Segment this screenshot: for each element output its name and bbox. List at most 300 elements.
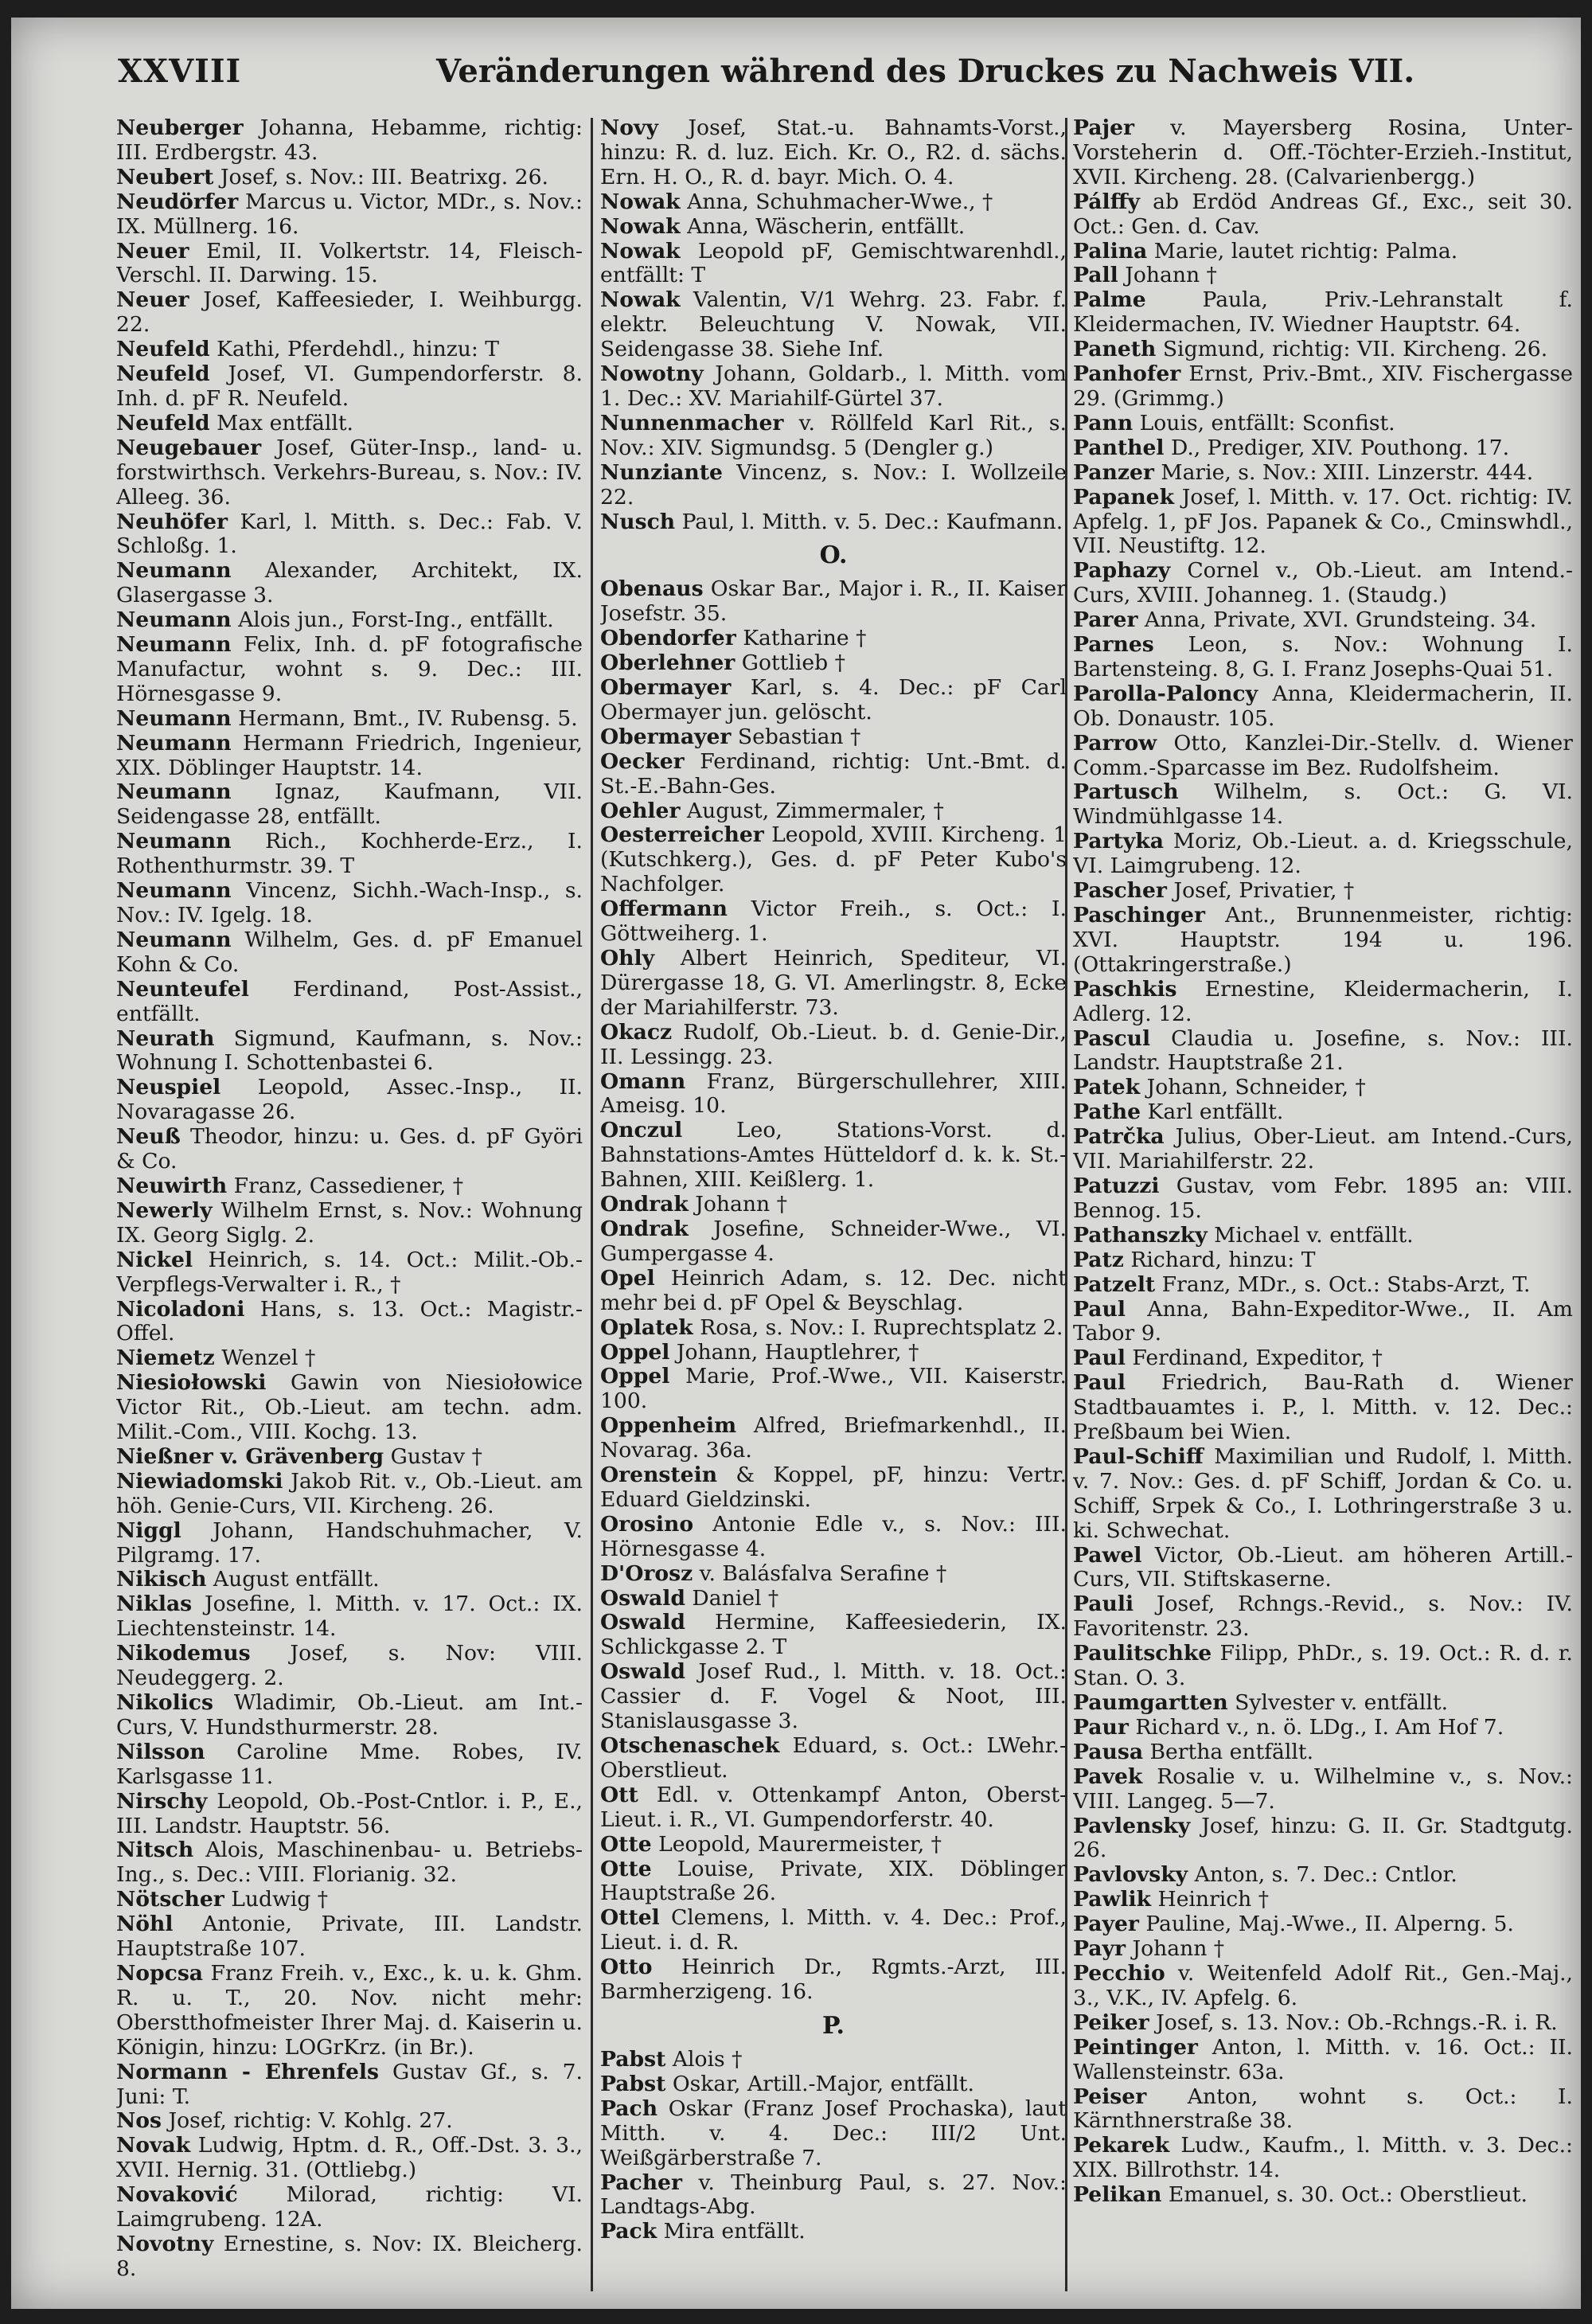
entry-name: Novaković — [116, 2182, 238, 2208]
directory-entry — [600, 1955, 1067, 2005]
directory-entry — [116, 2109, 583, 2134]
entry-name: Nickel — [116, 1247, 193, 1272]
directory-entry — [116, 1740, 583, 1790]
entry-name: Neuer — [116, 287, 189, 313]
entry-text: Anna, Bahn-Expeditor-Wwe., II. Am Tabor 9. — [1073, 1296, 1573, 1346]
directory-entry — [1073, 1814, 1573, 1864]
directory-entry — [600, 1021, 1067, 1070]
directory-entry — [600, 362, 1067, 412]
entry-name: D'Orosz — [600, 1560, 693, 1586]
directory-entry — [1073, 2011, 1573, 2036]
entry-name: Patuzzi — [1073, 1173, 1160, 1198]
directory-entry — [116, 1642, 583, 1691]
directory-entry — [1073, 1224, 1573, 1248]
entry-name: Niewiadomski — [116, 1468, 283, 1494]
entry-name: Nopcsa — [116, 1960, 204, 1986]
directory-entry — [1073, 1740, 1573, 1765]
entry-text: Gustav Gf., s. 7. Juni: T. — [116, 2059, 583, 2109]
directory-entry — [1073, 2085, 1573, 2135]
entry-text: Rich., Kochherde-Erz., I. Rothenthurmstr. 39. T — [116, 829, 583, 879]
entry-name: Oswald — [600, 1610, 685, 1635]
directory-entry — [600, 1611, 1067, 1660]
entry-text: Ignaz, Kaufmann, VII. Seidengasse 28, entfällt. — [116, 779, 583, 830]
entry-name: Paulitschke — [1073, 1641, 1212, 1666]
directory-entry — [1073, 559, 1573, 608]
entry-name: Panzer — [1073, 459, 1154, 485]
entry-text: Leopold, Assec.-Insp., II. Novaragasse 26. — [116, 1075, 583, 1125]
entry-name: Nowak — [600, 213, 681, 239]
directory-entry — [1073, 1125, 1573, 1174]
entry-name: Normann - Ehrenfels — [116, 2059, 379, 2084]
directory-entry — [600, 1070, 1067, 1119]
entry-name: Nowak — [600, 189, 681, 214]
entry-name: Newerly — [116, 1197, 213, 1223]
entry-name: Nowak — [600, 287, 681, 313]
running-title: Veränderungen während des Druckes zu Nachweis VII. — [436, 53, 1415, 90]
directory-entry — [600, 1783, 1067, 1833]
entry-text: Alois † — [665, 2046, 743, 2072]
directory-entry — [600, 2220, 1067, 2244]
directory-entry — [1073, 1888, 1573, 1912]
directory-entry — [1073, 1863, 1573, 1888]
entry-text: Louis, entfällt: Sconfist. — [1133, 410, 1395, 436]
entry-text: Johann, Goldarb., l. Mitth. vom 1. Dec.: XV. Mariahilf-Gürtel 37. — [600, 361, 1067, 411]
entry-text: Anna, Wäscherin, entfällt. — [680, 213, 966, 239]
entry-name: Nöhl — [116, 1912, 174, 1937]
entry-text: Ludwig † — [224, 1887, 329, 1912]
entry-text: Marie, s. Nov.: XIII. Linzerstr. 444. — [1153, 459, 1534, 485]
entry-name: Ondrak — [600, 1192, 689, 1217]
entry-name: Pacher — [600, 2170, 682, 2195]
entry-text: Hans, s. 13. Oct.: Magistr.-Offel. — [116, 1296, 583, 1346]
entry-name: Nos — [116, 2108, 162, 2134]
entry-name: Pauli — [1073, 1592, 1134, 1617]
directory-entry — [116, 338, 583, 362]
directory-entry — [600, 240, 1067, 289]
directory-entry — [116, 116, 583, 166]
entry-text: Oskar Bar., Major i. R., II. Kaiser Josefstr. 35. — [600, 576, 1067, 627]
entry-text: Josef, l. Mitth. v. 17. Oct. richtig: IV. Apfelg. 1, pF Jos. Papanek & Co., Cminswhdl., VII. Neustiftg. 12. — [1073, 484, 1573, 559]
entry-name: Oswald — [600, 1585, 685, 1611]
entry-name: Novy — [600, 116, 658, 140]
entry-name: Oplatek — [600, 1314, 693, 1340]
directory-entry — [600, 2171, 1067, 2220]
entry-text: Hermine, Kaffeesiederin, IX. Schlickgasse 2. T — [600, 1610, 1067, 1660]
directory-entry — [1073, 1691, 1573, 1716]
directory-entry — [1073, 978, 1573, 1027]
entry-name: Nilsson — [116, 1739, 205, 1764]
directory-entry — [1073, 116, 1573, 190]
entry-name: Pathanszky — [1073, 1222, 1208, 1248]
entry-text: Alexander, Architekt, IX. Glasergasse 3. — [116, 558, 583, 608]
directory-entry — [116, 166, 583, 190]
entry-text: Franz Freih. v., Exc., k. u. k. Ghm. R. u. T., 20. Nov. nicht mehr: Oberstthofmeister Ihrer Maj. d. Kaiserin u. Königin, hinzu: LOGrKrz. (in Br.). — [116, 1960, 583, 2060]
directory-entry — [116, 240, 583, 289]
entry-name: Oehler — [600, 798, 681, 823]
entry-text: Sigmund, Kaufmann, s. Nov.: Wohnung I. Schottenbastei 6. — [116, 1025, 583, 1076]
entry-name: Neumann — [116, 558, 232, 584]
entry-text: Johanna, Hebamme, richtig: III. Erdbergstr. 43. — [116, 116, 583, 165]
entry-name: Otschenaschek — [600, 1733, 780, 1758]
entry-text: August entfällt. — [206, 1567, 380, 1592]
entry-name: Neumann — [116, 607, 232, 633]
entry-name: Neuberger — [116, 116, 244, 140]
directory-entry — [116, 707, 583, 732]
entry-name: Neuwirth — [116, 1173, 228, 1198]
entry-name: Neunteufel — [116, 976, 249, 1002]
directory-entry — [1073, 830, 1573, 879]
entry-name: Pelikan — [1073, 2182, 1162, 2208]
directory-entry — [116, 879, 583, 928]
directory-entry — [1073, 608, 1573, 633]
entry-text: Otto, Kanzlei-Dir.-Stellv. d. Wiener Comm.-Sparcasse im Bez. Rudolfsheim. — [1073, 730, 1573, 780]
entry-text: Katharine † — [736, 626, 867, 651]
entry-name: Nikisch — [116, 1567, 207, 1592]
directory-entry — [116, 288, 583, 338]
directory-entry — [116, 2134, 583, 2183]
entry-name: Pack — [600, 2219, 657, 2244]
directory-entry — [600, 725, 1067, 750]
entry-text: Johann † — [1125, 1936, 1225, 1962]
entry-name: Payer — [1073, 1912, 1139, 1937]
directory-entry — [1073, 633, 1573, 682]
entry-text: Rosalie v. u. Wilhelmine v., s. Nov.: VIII. Langeg. 5—7. — [1073, 1764, 1573, 1814]
directory-entry — [600, 1341, 1067, 1365]
entry-text: v. Mayersberg Rosina, Unter-Vorsteherin d. Off.-Töchter-Erzieh.-Institut, XVII. Kircheng. 28. (Calvarienbergg.) — [1073, 116, 1573, 189]
directory-entry — [116, 1125, 583, 1174]
entry-name: Novak — [116, 2133, 191, 2158]
directory-entry — [1073, 1298, 1573, 1347]
entry-text: Anton, s. 7. Dec.: Cntlor. — [1188, 1862, 1457, 1888]
directory-entry — [116, 732, 583, 781]
directory-entry — [1073, 682, 1573, 732]
entry-name: Paul — [1073, 1346, 1126, 1371]
entry-name: Paschkis — [1073, 976, 1177, 1002]
directory-entry — [600, 190, 1067, 215]
entry-text: Maximilian und Rudolf, l. Mitth. v. 7. Nov.: Ges. d. pF Schiff, Jordan & Co. u. Schiff, Srpek & Co., I. Lothringerstraße 3 u. ki. Schwechat. — [1073, 1443, 1573, 1543]
entry-text: Franz, MDr., s. Oct.: Stabs-Arzt, T. — [1155, 1271, 1531, 1297]
entry-name: Pecchio — [1073, 1960, 1165, 1986]
entry-name: Neumann — [116, 730, 232, 756]
directory-entry — [600, 2072, 1067, 2097]
entry-name: Obermayer — [600, 724, 732, 749]
directory-entry — [600, 676, 1067, 725]
entry-text: Sylvester v. entfällt. — [1227, 1690, 1449, 1715]
entry-name: Neudörfer — [116, 189, 239, 214]
entry-name: Paul — [1073, 1296, 1126, 1322]
directory-entry — [600, 651, 1067, 676]
directory-entry — [1073, 412, 1573, 436]
entry-text: Rosa, s. Nov.: I. Ruprechtsplatz 2. — [693, 1314, 1063, 1340]
entry-name: Neufeld — [116, 410, 210, 436]
entry-text: Josef, s. Nov.: III. Beatrixg. 26. — [213, 164, 548, 189]
directory-page — [11, 18, 1581, 2309]
directory-entry — [116, 1248, 583, 1298]
entry-text: Antonie, Private, III. Landstr. Hauptstraße 107. — [116, 1912, 583, 1962]
entry-name: Ott — [600, 1782, 638, 1807]
entry-name: Otte — [600, 1856, 652, 1881]
entry-text: Marie, Prof.-Wwe., VII. Kaiserstr. 100. — [600, 1364, 1067, 1414]
entry-text: Wladimir, Ob.-Lieut. am Int.-Curs, V. Hundsthurmerstr. 28. — [116, 1690, 583, 1740]
entry-name: Nicoladoni — [116, 1296, 245, 1322]
directory-entry — [116, 1199, 583, 1248]
entry-name: Neurath — [116, 1025, 215, 1051]
entry-name: Palme — [1073, 287, 1146, 313]
entry-name: Paphazy — [1073, 558, 1171, 584]
directory-entry — [116, 1470, 583, 1519]
directory-entry — [116, 1691, 583, 1740]
directory-entry — [116, 436, 583, 510]
entry-text: Albert Heinrich, Spediteur, VI. Dürergasse 18, G. VI. Amerlingstr. 8, Ecke der Mariahilferstr. 73. — [600, 946, 1067, 1020]
directory-entry — [116, 928, 583, 978]
entry-text: Kathi, Pferdehdl., hinzu: T — [209, 337, 500, 362]
entry-text: Johann, Hauptlehrer, † — [669, 1339, 919, 1365]
directory-entry — [1073, 1642, 1573, 1691]
entry-text: ab Erdöd Andreas Gf., Exc., seit 30. Oct.: Gen. d. Cav. — [1073, 189, 1573, 239]
entry-text: Clemens, l. Mitth. v. 4. Dec.: Prof., Lieut. i. d. R. — [600, 1905, 1067, 1955]
entry-text: Josef, Kaffeesieder, I. Weihburgg. 22. — [116, 287, 583, 338]
entry-text: Sebastian † — [731, 724, 861, 749]
entry-name: Offermann — [600, 896, 728, 922]
entry-text: Leopold pF, Gemischtwarenhdl., entfällt: T — [600, 238, 1067, 288]
entry-name: Pavlensky — [1073, 1813, 1191, 1838]
entry-text: Heinrich Adam, s. 12. Dec. nicht mehr bei d. pF Opel & Beyschlag. — [600, 1265, 1067, 1315]
entry-text: Marcus u. Victor, MDr., s. Nov.: IX. Müllnerg. 16. — [116, 189, 583, 239]
entry-text: Oskar, Artill.-Major, entfällt. — [665, 2071, 974, 2096]
directory-entry — [600, 2097, 1067, 2171]
entry-text: Anna, Schuhmacher-Wwe., † — [680, 189, 993, 214]
directory-entry — [116, 1346, 583, 1371]
directory-entry — [1073, 461, 1573, 486]
directory-entry — [1073, 190, 1573, 240]
directory-entry — [600, 1463, 1067, 1513]
directory-entry — [600, 1365, 1067, 1414]
column-1 — [116, 116, 583, 2290]
entry-name: Ottel — [600, 1905, 660, 1931]
entry-text: Jakob Rit. v., Ob.-Lieut. am höh. Genie-Curs, VII. Kircheng. 26. — [116, 1468, 583, 1518]
entry-text: v. Theinburg Paul, s. 27. Nov.: Landtags-Abg. — [600, 2170, 1067, 2220]
entry-name: Nunnenmacher — [600, 410, 784, 436]
entry-text: Johann † — [688, 1192, 787, 1217]
entry-text: Theodor, hinzu: u. Ges. d. pF Györi & Co. — [116, 1124, 583, 1174]
entry-text: Ernestine, s. Nov: IX. Bleicherg. 8. — [116, 2231, 583, 2281]
entry-text: Josef, VI. Gumpendorferstr. 8. Inh. d. pF R. Neufeld. — [116, 361, 583, 411]
directory-entry — [1073, 436, 1573, 461]
entry-name: Pajer — [1073, 116, 1135, 140]
entry-text: Josef, Stat.-u. Bahnamts-Vorst., hinzu: R. d. luz. Eich. Kr. O., R2. d. sächs. Ern. H. O., R. d. bayr. Mich. O. 4. — [600, 116, 1067, 189]
entry-text: Anton, l. Mitth. v. 16. Oct.: II. Wallensteinstr. 63a. — [1073, 2034, 1573, 2084]
entry-text: Bertha entfällt. — [1143, 1739, 1314, 1764]
entry-text: v. Balásfalva Serafine † — [693, 1560, 947, 1586]
entry-name: Nötscher — [116, 1887, 224, 1912]
entry-text: Cornel v., Ob.-Lieut. am Intend.-Curs, XVIII. Johanneg. 1. (Staudg.) — [1073, 558, 1573, 608]
entry-name: Niklas — [116, 1592, 193, 1617]
entry-text: Josef, Privatier, † — [1166, 878, 1355, 904]
entry-name: Pawel — [1073, 1542, 1142, 1568]
entry-text: Josef, hinzu: G. II. Gr. Stadtgutg. 26. — [1073, 1813, 1573, 1863]
directory-entry — [600, 1906, 1067, 1955]
entry-name: Parnes — [1073, 632, 1154, 658]
entry-name: Pascul — [1073, 1025, 1151, 1051]
entry-text: Milorad, richtig: VI. Laimgrubeng. 12A. — [116, 2182, 583, 2232]
directory-entry — [1073, 362, 1573, 412]
entry-text: Ferdinand, Expeditor, † — [1125, 1346, 1383, 1371]
entry-name: Oppenheim — [600, 1413, 737, 1439]
directory-entry — [600, 823, 1067, 897]
entry-name: Neufeld — [116, 337, 210, 362]
entry-text: Alfred, Briefmarkenhdl., II. Novarag. 36a. — [600, 1413, 1067, 1463]
entry-name: Neugebauer — [116, 435, 262, 460]
directory-entry — [116, 780, 583, 830]
directory-entry — [116, 362, 583, 412]
entry-name: Neuer — [116, 238, 189, 264]
directory-entry — [1073, 1174, 1573, 1224]
directory-entry — [116, 1962, 583, 2060]
entry-text: Vincenz, s. Nov.: I. Wollzeile 22. — [600, 459, 1067, 510]
entry-name: Nitsch — [116, 1838, 194, 1863]
entry-text: Ferdinand, richtig: Unt.-Bmt. d. St.-E.-Bahn-Ges. — [600, 748, 1067, 799]
directory-entry — [116, 1298, 583, 1347]
directory-entry — [116, 1371, 583, 1445]
entry-text: Wilhelm Ernst, s. Nov.: Wohnung IX. Georg Siglg. 2. — [116, 1197, 583, 1248]
entry-name: Parolla-Paloncy — [1073, 681, 1258, 706]
entry-text: Valentin, V/1 Wehrg. 23. Fabr. f. elektr. Beleuchtung V. Nowak, VII. Seidengasse 38. Siehe Inf. — [600, 287, 1067, 362]
entry-name: Neuß — [116, 1124, 181, 1150]
entry-name: Neubert — [116, 164, 214, 189]
directory-entry — [1073, 1912, 1573, 1937]
directory-entry — [1073, 879, 1573, 904]
entry-text: Johann, Schneider, † — [1140, 1075, 1366, 1100]
entry-name: Pascher — [1073, 878, 1167, 904]
entry-name: Neumann — [116, 927, 232, 952]
directory-entry — [116, 1592, 583, 1642]
entry-text: Pauline, Maj.-Wwe., II. Alperng. 5. — [1138, 1912, 1514, 1937]
entry-text: Marie, lautet richtig: Palma. — [1147, 238, 1458, 264]
entry-text: Heinrich † — [1151, 1887, 1270, 1912]
entry-name: Pall — [1073, 263, 1118, 288]
entry-text: Josef, Rchngs.-Revid., s. Nov.: IV. Favoritenstr. 23. — [1073, 1592, 1573, 1642]
directory-entry — [116, 2183, 583, 2232]
directory-entry — [1073, 1445, 1573, 1544]
entry-text: Edl. v. Ottenkampf Anton, Oberst-Lieut. i. R., VI. Gumpendorferstr. 40. — [600, 1782, 1067, 1832]
directory-entry — [1073, 1937, 1573, 1962]
entry-text: Leopold, Maurermeister, † — [651, 1831, 942, 1857]
directory-entry — [600, 1562, 1067, 1587]
entry-text: Claudia u. Josefine, s. Nov.: III. Landstr. Hauptstraße 21. — [1073, 1025, 1573, 1076]
column-rule — [591, 118, 593, 2291]
entry-name: Orenstein — [600, 1463, 718, 1488]
directory-entry — [600, 116, 1067, 190]
entry-name: Nikodemus — [116, 1641, 251, 1666]
directory-entry — [1073, 1371, 1573, 1445]
entry-text: Heinrich, s. 14. Oct.: Milit.-Ob.-Verpflegs-Verwalter i. R., † — [116, 1247, 583, 1297]
entry-text: Daniel † — [685, 1585, 779, 1611]
entry-text: Caroline Mme. Robes, IV. Karlsgasse 11. — [116, 1739, 583, 1789]
column-2 — [600, 116, 1067, 2290]
entry-name: Opel — [600, 1265, 655, 1291]
entry-name: Paneth — [1073, 337, 1157, 362]
directory-entry — [1073, 1544, 1573, 1593]
directory-entry — [1073, 1592, 1573, 1642]
entry-text: Josef, s. Nov: VIII. Neudeggerg. 2. — [116, 1641, 583, 1691]
directory-entry — [1073, 486, 1573, 560]
entry-name: Neumann — [116, 779, 232, 805]
entry-name: Pathe — [1073, 1100, 1141, 1125]
entry-text: Michael v. entfällt. — [1207, 1222, 1414, 1248]
entry-name: Partyka — [1073, 829, 1164, 854]
entry-name: Pabst — [600, 2046, 666, 2072]
entry-name: Neumann — [116, 829, 232, 854]
entry-name: Payr — [1073, 1936, 1126, 1962]
directory-entry — [1073, 2036, 1573, 2085]
entry-text: Oskar (Franz Josef Prochaska), laut Mitth. v. 4. Dec.: III/2 Unt. Weißgärberstraße 7. — [600, 2096, 1067, 2170]
directory-entry — [1073, 288, 1573, 338]
entry-name: Palina — [1073, 238, 1148, 264]
entry-text: Richard, hinzu: T — [1123, 1247, 1316, 1272]
entry-name: Pavlovsky — [1073, 1862, 1188, 1888]
entry-text: Sigmund, richtig: VII. Kircheng. 26. — [1156, 337, 1548, 362]
entry-text: Wilhelm, Ges. d. pF Emanuel Kohn & Co. — [116, 927, 583, 977]
entry-text: Ferdinand, Post-Assist., entfällt. — [116, 976, 583, 1026]
entry-name: Oesterreicher — [600, 822, 764, 848]
directory-entry — [600, 461, 1067, 510]
entry-name: Peiker — [1073, 2010, 1149, 2035]
column-3 — [1073, 116, 1573, 2290]
entry-name: Pabst — [600, 2071, 666, 2096]
directory-entry — [116, 1912, 583, 1962]
directory-entry — [116, 1445, 583, 1470]
directory-entry — [116, 1519, 583, 1568]
entry-text: Victor, Ob.-Lieut. am höheren Artill.-Curs, VII. Stiftskaserne. — [1073, 1542, 1573, 1592]
entry-text: August, Zimmermaler, † — [680, 798, 944, 823]
entry-text: Josef Rud., l. Mitth. v. 18. Oct.: Cassier d. F. Vogel & Noot, III. Stanislausgasse 3. — [600, 1659, 1067, 1734]
directory-entry — [1073, 1346, 1573, 1371]
entry-name: Pekarek — [1073, 2133, 1170, 2158]
entry-name: Neufeld — [116, 361, 210, 387]
entry-text: Filipp, PhDr., s. 19. Oct.: R. d. r. Stan. O. 3. — [1073, 1641, 1573, 1691]
entry-text: Leopold, XVIII. Kircheng. 1 (Kutschkerg.), Ges. d. pF Peter Kubo's Nachfolger. — [600, 822, 1067, 897]
directory-entry — [600, 1660, 1067, 1734]
entry-text: Alois jun., Forst-Ing., entfällt. — [231, 607, 554, 633]
directory-entry — [600, 1414, 1067, 1463]
directory-entry — [116, 1838, 583, 1888]
page-number: XXVIII — [118, 53, 242, 90]
entry-name: Paul-Schiff — [1073, 1443, 1204, 1469]
directory-entry — [600, 577, 1067, 627]
entry-text: Moriz, Ob.-Lieut. a. d. Kriegsschule, VI. Laimgrubeng. 12. — [1073, 829, 1573, 879]
entry-name: Onczul — [600, 1118, 683, 1143]
entry-text: Mira entfällt. — [657, 2219, 806, 2244]
section-heading: O. — [819, 541, 848, 570]
entry-name: Neumann — [116, 878, 232, 904]
directory-entry — [116, 510, 583, 560]
directory-entry — [116, 608, 583, 633]
entry-text: Karl, l. Mitth. s. Dec.: Fab. V. Schloßg. 1. — [116, 509, 583, 559]
directory-entry — [116, 190, 583, 240]
directory-entry — [1073, 2134, 1573, 2183]
directory-entry — [600, 1833, 1067, 1857]
entry-text: Vincenz, Sichh.-Wach-Insp., s. Nov.: IV. Igelg. 18. — [116, 878, 583, 928]
directory-entry — [600, 1587, 1067, 1611]
entry-name: Pavek — [1073, 1764, 1143, 1789]
directory-entry — [600, 1734, 1067, 1783]
directory-entry — [600, 215, 1067, 240]
directory-entry — [600, 1119, 1067, 1193]
entry-text: Johann, Handschuhmacher, V. Pilgramg. 17. — [116, 1517, 583, 1568]
entry-name: Peiser — [1073, 2084, 1147, 2109]
directory-entry — [1073, 1076, 1573, 1100]
entry-name: Nowak — [600, 238, 681, 264]
